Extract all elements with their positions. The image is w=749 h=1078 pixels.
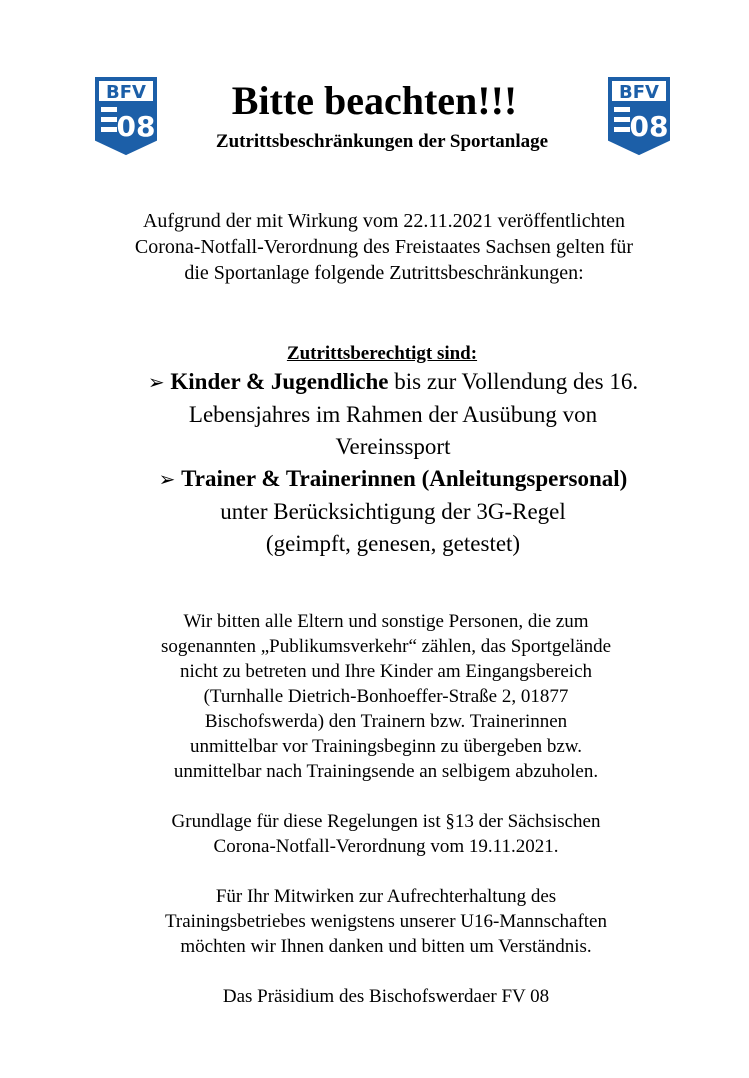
paragraph-line: nicht zu betreten und Ihre Kinder am Eingangsbereich	[179, 661, 593, 682]
paragraph-line: möchten wir Ihnen danken und bitten um Verständnis.	[180, 936, 592, 957]
access-item-kids-line3: Vereinssport	[335, 434, 451, 459]
paragraph-line: unmittelbar nach Trainingsende an selbigem abzuholen.	[173, 761, 599, 782]
page-subtitle: Zutrittsbeschränkungen der Sportanlage	[215, 131, 549, 152]
access-item-trainers-bold: Trainer & Trainerinnen (Anleitungspersonal)	[181, 466, 628, 491]
access-item-kids-rest: bis zur Vollendung des 16.	[388, 369, 639, 394]
paragraph-line: Bischofswerda) den Trainern bzw. Trainerinnen	[204, 711, 568, 732]
paragraph-spacer	[0, 859, 749, 884]
paragraph-spacer	[0, 784, 749, 809]
access-item-kids-bold: Kinder & Jugendliche	[170, 369, 389, 394]
paragraph-line: Für Ihr Mitwirken zur Aufrechterhaltung des	[215, 886, 557, 907]
logo-bottom-text: 08	[116, 110, 156, 143]
logo-top-text: BFV	[106, 82, 146, 103]
access-item-trainers	[0, 463, 749, 496]
intro-line: Corona-Notfall-Verordnung des Freistaates Sachsen gelten für	[134, 236, 634, 258]
paragraph-line: unmittelbar vor Trainingsbeginn zu übergeben bzw.	[189, 736, 583, 757]
access-item-trainers-line2: unter Berücksichtigung der 3G-Regel	[220, 499, 566, 524]
access-heading: Zutrittsberechtigt sind:	[286, 343, 478, 364]
paragraph-line: Trainingsbetriebes wenigstens unserer U16-Mannschaften	[164, 911, 607, 932]
paragraph-line: Corona-Notfall-Verordnung vom 19.11.2021.	[213, 836, 559, 857]
logo-bottom-text: 08	[629, 110, 669, 143]
intro-paragraph	[0, 208, 749, 286]
intro-line: die Sportanlage folgende Zutrittsbeschränkungen:	[184, 262, 584, 284]
signature: Das Präsidium des Bischofswerdaer FV 08	[222, 986, 550, 1007]
paragraph-line: sogenannten „Publikumsverkehr“ zählen, das Sportgelände	[160, 636, 612, 657]
page-title: Bitte beachten!!!	[231, 78, 518, 123]
arrow-bullet-icon: ➢	[147, 372, 165, 394]
logo-top-text: BFV	[619, 82, 659, 103]
paragraph-line: Wir bitten alle Eltern und sonstige Personen, die zum	[183, 611, 589, 632]
paragraph-line: (Turnhalle Dietrich-Bonhoeffer-Straße 2, 01877	[203, 686, 569, 707]
paragraph-line: Grundlage für diese Regelungen ist §13 der Sächsischen	[171, 811, 601, 832]
access-item-kids	[0, 366, 749, 399]
access-list	[0, 366, 749, 560]
access-item-kids-line2: Lebensjahres im Rahmen der Ausübung von	[188, 402, 598, 427]
paragraph-spacer	[0, 959, 749, 984]
arrow-bullet-icon: ➢	[158, 469, 176, 491]
access-item-trainers-line3: (geimpft, genesen, getestet)	[265, 531, 521, 556]
body-text	[0, 609, 749, 1009]
intro-line: Aufgrund der mit Wirkung vom 22.11.2021 veröffentlichten	[142, 210, 626, 232]
